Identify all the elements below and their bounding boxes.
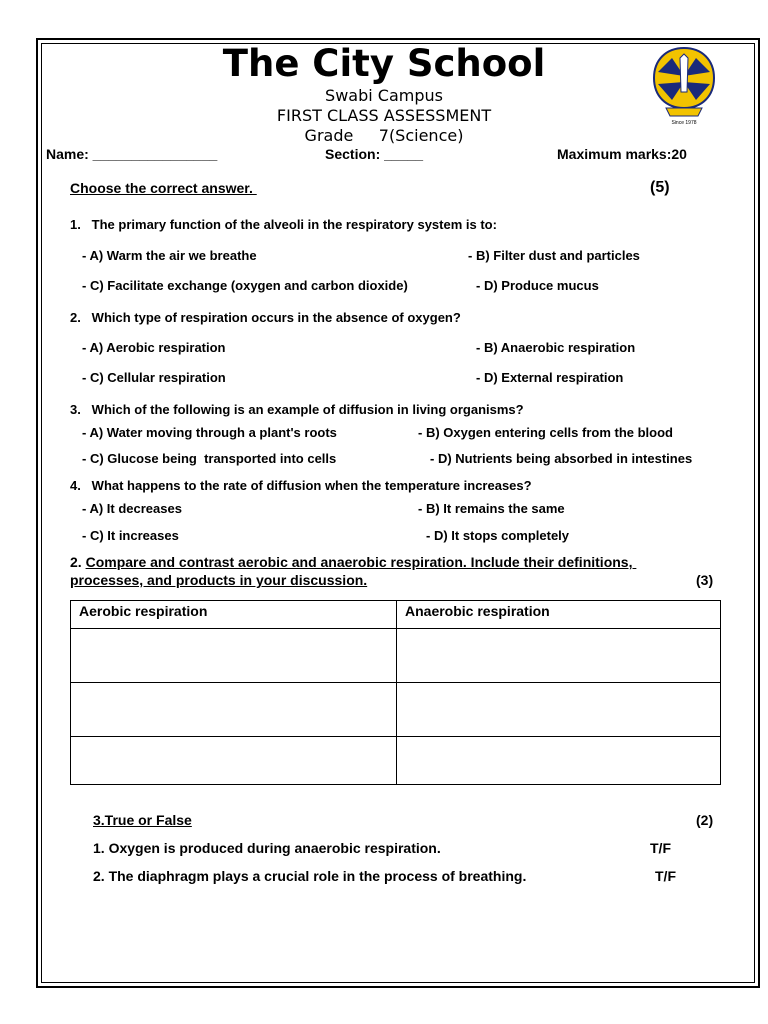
question-3-option-d: - D) Nutrients being absorbed in intestines [430, 451, 693, 466]
compare-cell[interactable] [71, 737, 397, 785]
question-4: 4. What happens to the rate of diffusion when the temperature increases? [70, 478, 532, 493]
compare-header-anaerobic: Anaerobic respiration [397, 601, 721, 629]
question-3-option-a: - A) Water moving through a plant's roots [82, 425, 337, 440]
school-logo-icon [652, 46, 716, 126]
grade-label: Grade 7(Science) [304, 126, 464, 145]
true-false-marks: (2) [696, 812, 714, 828]
maximum-marks: Maximum marks:20 [557, 146, 687, 162]
mcq-heading: Choose the correct answer. [70, 180, 257, 196]
school-name: The City School [222, 42, 546, 85]
question-2-option-c: - C) Cellular respiration [82, 370, 226, 385]
compare-question [70, 554, 636, 570]
compare-number: 2. [70, 554, 86, 570]
question-4-option-b: - B) It remains the same [418, 501, 565, 516]
question-3-option-b: - B) Oxygen entering cells from the blood [418, 425, 673, 440]
compare-cell[interactable] [71, 629, 397, 683]
true-false-answer-2[interactable]: T/F [655, 868, 676, 884]
true-false-item-2: 2. The diaphragm plays a crucial role in the process of breathing. [93, 868, 527, 884]
compare-cell[interactable] [397, 737, 721, 785]
question-1-option-d: - D) Produce mucus [476, 278, 599, 293]
question-3-option-c: - C) Glucose being transported into cells [82, 451, 337, 466]
compare-line-2: processes, and products in your discussion. [70, 572, 368, 588]
question-2-option-a: - A) Aerobic respiration [82, 340, 226, 355]
true-false-heading: 3.True or False [93, 812, 192, 828]
assessment-title: FIRST CLASS ASSESSMENT [276, 106, 492, 125]
name-field: Name: ________________ [46, 146, 218, 162]
compare-cell[interactable] [71, 683, 397, 737]
mcq-marks: (5) [650, 179, 670, 196]
question-2-option-b: - B) Anaerobic respiration [476, 340, 636, 355]
true-false-item-1: 1. Oxygen is produced during anaerobic respiration. [93, 840, 441, 856]
compare-cell[interactable] [397, 683, 721, 737]
question-1-option-a: - A) Warm the air we breathe [82, 248, 257, 263]
question-3: 3. Which of the following is an example of diffusion in living organisms? [70, 402, 524, 417]
section-field: Section: _____ [325, 146, 424, 162]
question-4-option-a: - A) It decreases [82, 501, 182, 516]
campus-name: Swabi Campus [325, 86, 443, 105]
compare-cell[interactable] [397, 629, 721, 683]
logo-caption: Since 1978 [671, 120, 697, 126]
question-1: 1. The primary function of the alveoli in the respiratory system is to: [70, 217, 497, 232]
question-4-option-d: - D) It stops completely [426, 528, 570, 543]
compare-marks: (3) [696, 572, 714, 588]
compare-table [70, 600, 721, 785]
question-2: 2. Which type of respiration occurs in the absence of oxygen? [70, 310, 461, 325]
compare-header-aerobic: Aerobic respiration [71, 601, 397, 629]
question-1-option-c: - C) Facilitate exchange (oxygen and carbon dioxide) [82, 278, 408, 293]
question-4-option-c: - C) It increases [82, 528, 179, 543]
question-2-option-d: - D) External respiration [476, 370, 624, 385]
compare-line-1: Compare and contrast aerobic and anaerobic respiration. Include their definitions, [85, 554, 637, 570]
question-1-option-b: - B) Filter dust and particles [468, 248, 640, 263]
true-false-answer-1[interactable]: T/F [650, 840, 671, 856]
